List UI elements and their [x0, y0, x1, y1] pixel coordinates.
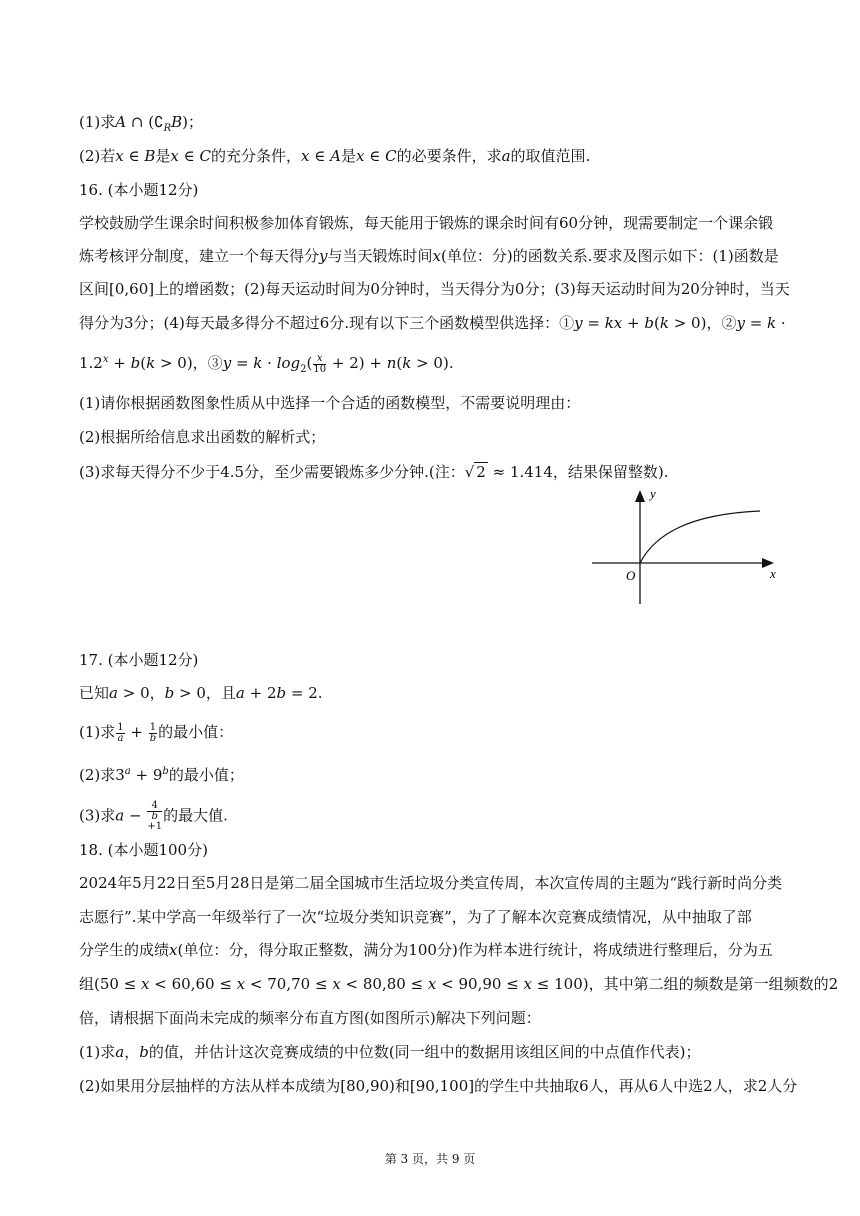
- q17-part2: (2)求$3^a + 9^b$的最小值；: [79, 766, 244, 784]
- q18-part2: (2)如果用分层抽样的方法从样本成绩为[80,90)和[90,100]的学生中共抽取6人，再从6人中选2人，求2人分: [79, 1077, 798, 1095]
- page-footer: 第 3 页，共 9 页: [384, 1152, 476, 1166]
- q16-part3: (3)求每天得分不少于4.5分，至少需要锻炼多少分钟.(注：√ 2 ≈ 1.414，结果保留整数).: [79, 463, 669, 481]
- q16-body-line-5: $1.2^x + b(k > 0)$，③y = $k \cdot \log_2$( $\frac{x}{10}$ + 2) + n(k > 0).: [79, 352, 454, 375]
- q16-part1: (1)请你根据函数图象性质从中选择一个合适的函数模型，不需要说明理由：: [79, 394, 581, 412]
- y-label: y: [650, 486, 656, 501]
- q18-body-line-4: 组(50 ≤ x < 60,60 ≤ x < 70,70 ≤ x < 80,80 ≤ x < 90,90 ≤ x ≤ 100)，其中第二组的频数是第一组频数的2: [79, 975, 839, 993]
- q17-part3: (3)求a − 4 b +1 的最大值.: [79, 800, 228, 832]
- q18-part1: (1)求a，b的值，并估计这次竞赛成绩的中位数(同一组中的数据用该组区间的中点值作代表)；: [79, 1043, 701, 1061]
- q18-body-line-3: 分学生的成绩x(单位：分，得分取正整数，满分为100分)作为样本进行统计，将成绩进行整理后，分为五: [79, 941, 773, 959]
- q17-header: 17. (本小题12分): [79, 651, 199, 669]
- q17-given: 已知a > 0，b > 0，且a + 2b = 2.: [79, 684, 323, 702]
- curve: [640, 511, 760, 563]
- q15-part1: (1)求A ∩ $(∁_RB)$；: [79, 113, 204, 134]
- q18-body-line-5: 倍，请根据下面尚未完成的频率分布直方图(如图所示)解决下列问题：: [79, 1009, 541, 1027]
- q16-header: 16. (本小题12分): [79, 181, 199, 199]
- q16-body-line-3: 区间[0,60]上的增函数；(2)每天运动时间为0分钟时，当天得分为0分；(3)每天运动时间为20分钟时，当天: [79, 280, 790, 298]
- q18-header: 18. (本小题100分): [79, 841, 208, 859]
- q15-part2: (2)若x ∈ B是x ∈ C的充分条件，x ∈ A是x ∈ C的必要条件，求a的取值范围.: [79, 147, 591, 165]
- function-graph: [590, 486, 790, 611]
- q18-body-line-1: 2024年5月22日至5月28日是第二届全国城市生活垃圾分类宣传周，本次宣传周的主题为“践行新时尚分类: [79, 874, 783, 892]
- x-label: x: [770, 566, 776, 581]
- y-axis-arrow: [635, 490, 645, 502]
- q16-body-line-1: 学校鼓励学生课余时间积极参加体育锻炼，每天能用于锻炼的课余时间有60分钟，现需要制定一个课余锻: [79, 214, 774, 232]
- q16-part2: (2)根据所给信息求出函数的解析式；: [79, 428, 326, 446]
- q16-body-line-2: 炼考核评分制度，建立一个每天得分y与当天锻炼时间x(单位：分)的函数关系.要求及图示如下：(1)函数是: [79, 247, 779, 265]
- q16-body-line-4: 得分为3分；(4)每天最多得分不超过6分.现有以下三个函数模型供选择：①y = kx + b(k > 0)，②y = k ·: [79, 314, 786, 332]
- origin-label: O: [626, 568, 636, 583]
- q18-body-line-2: 志愿行”.某中学高一年级举行了一次“垃圾分类知识竞赛”，为了了解本次竞赛成绩情况，从中抽取了部: [79, 908, 752, 926]
- q17-part1: (1)求 $\frac{1}{a}$ + $\frac{1}{b}$ 的最小值：: [79, 721, 234, 744]
